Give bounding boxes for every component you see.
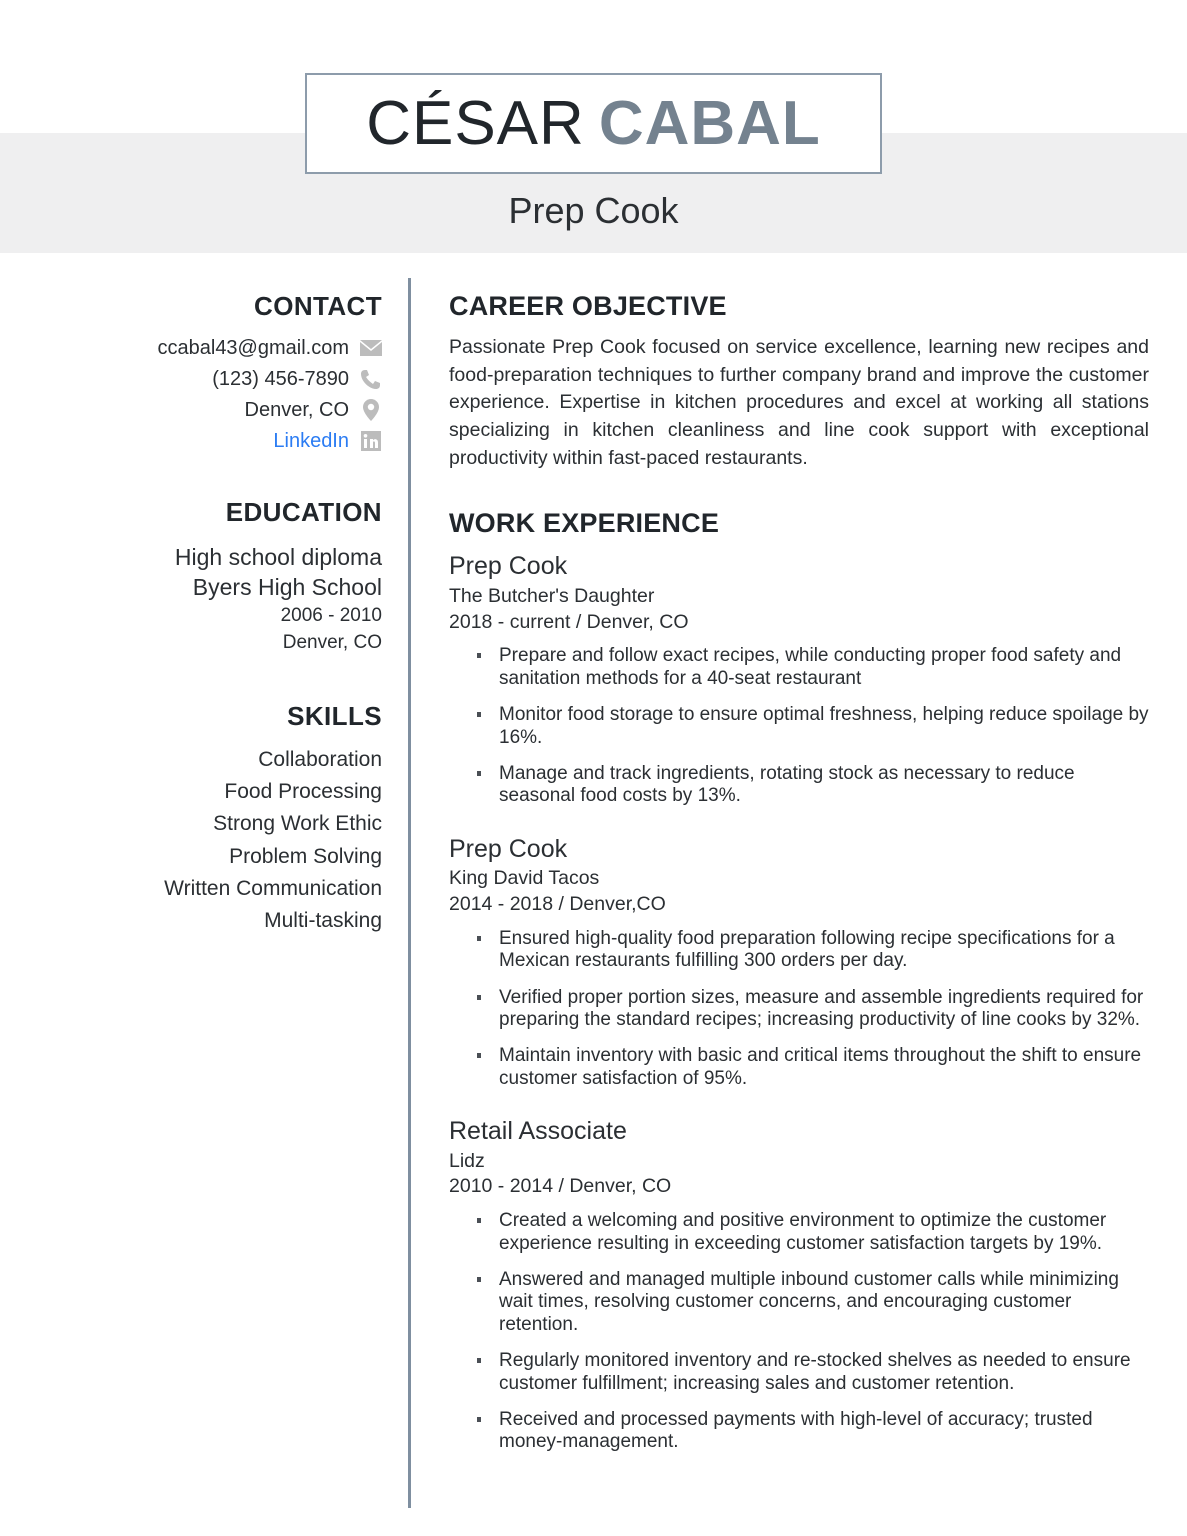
job-entry xyxy=(449,1116,1149,1454)
job-bullet: Regularly monitored inventory and re-stocked shelves as needed to ensure customer fulfillment; increasing sales and customer retention. xyxy=(449,1350,1149,1395)
job-bullet: Maintain inventory with basic and critical items throughout the shift to ensure customer satisfaction of 95%. xyxy=(449,1045,1149,1090)
job-bullet: Manage and track ingredients, rotating stock as necessary to reduce seasonal food costs by 13%. xyxy=(449,763,1149,808)
contact-phone-text: (123) 456-7890 xyxy=(212,368,349,390)
contact-item-location[interactable] xyxy=(0,398,382,422)
phone-icon xyxy=(360,368,382,390)
name-box xyxy=(305,73,882,174)
job-entry xyxy=(449,551,1149,807)
job-bullet: Verified proper portion sizes, measure and assemble ingredients required for preparing the standard recipes; increasing productivity of line cooks by 32%. xyxy=(449,987,1149,1032)
skills-section xyxy=(0,701,382,935)
job-bullet: Received and processed payments with high-level of accuracy; trusted money-management. xyxy=(449,1409,1149,1454)
job-bullet: Created a welcoming and positive environment to optimize the customer experience resulting in exceeding customer satisfaction targets by 19%. xyxy=(449,1210,1149,1255)
skill-item: Multi-tasking xyxy=(264,909,382,933)
education-school: Byers High School xyxy=(192,574,382,601)
main-content xyxy=(449,291,1149,1480)
skill-item: Food Processing xyxy=(224,779,382,803)
job-company: King David Tacos xyxy=(449,867,600,890)
job-dates-location: 2018 - current / Denver, CO xyxy=(449,610,689,633)
education-location: Denver, CO xyxy=(282,631,382,653)
career-objective-heading: CAREER OBJECTIVE xyxy=(449,291,727,321)
education-dates: 2006 - 2010 xyxy=(280,604,382,626)
education-heading: EDUCATION xyxy=(225,497,382,527)
work-experience-section xyxy=(449,508,1149,1453)
job-dates-location: 2014 - 2018 / Denver,CO xyxy=(449,893,666,916)
skill-item: Strong Work Ethic xyxy=(213,812,382,836)
contact-item-linkedin[interactable] xyxy=(0,429,382,453)
last-name: CABAL xyxy=(598,88,821,158)
work-experience-heading: WORK EXPERIENCE xyxy=(449,508,720,539)
career-objective-section xyxy=(449,291,1149,472)
linkedin-icon[interactable] xyxy=(360,430,382,452)
job-bullet-list xyxy=(449,1210,1149,1454)
contact-location-text: Denver, CO xyxy=(244,399,349,421)
job-company: Lidz xyxy=(449,1149,485,1172)
skill-item: Problem Solving xyxy=(229,844,382,868)
job-bullet: Prepare and follow exact recipes, while conducting proper food safety and sanitation methods for a 40-seat restaurant xyxy=(449,645,1149,690)
job-subtitle: Prep Cook xyxy=(508,190,679,231)
job-entry xyxy=(449,834,1149,1090)
skills-heading: SKILLS xyxy=(287,700,382,731)
job-bullet: Answered and managed multiple inbound customer calls while minimizing wait times, resolving customer concerns, and encouraging customer retention. xyxy=(449,1269,1149,1336)
education-degree: High school diploma xyxy=(174,544,382,570)
job-bullet-list xyxy=(449,645,1149,807)
sidebar xyxy=(0,291,382,978)
first-name: CÉSAR xyxy=(366,88,585,158)
contact-heading: CONTACT xyxy=(254,291,382,321)
job-title: Prep Cook xyxy=(449,834,568,863)
job-bullet-list xyxy=(449,928,1149,1090)
job-company: The Butcher's Daughter xyxy=(449,584,655,607)
linkedin-link-text[interactable]: LinkedIn xyxy=(273,430,349,452)
contact-item-email[interactable] xyxy=(0,336,382,360)
envelope-icon xyxy=(360,337,382,359)
page-title xyxy=(366,88,821,158)
job-dates-location: 2010 - 2014 / Denver, CO xyxy=(449,1175,672,1198)
job-title: Retail Associate xyxy=(449,1117,627,1146)
contact-email-text: ccabal43@gmail.com xyxy=(157,337,349,359)
education-section xyxy=(0,497,382,657)
column-divider xyxy=(408,278,411,1508)
contact-item-phone[interactable] xyxy=(0,367,382,391)
job-bullet: Ensured high-quality food preparation following recipe specifications for a Mexican restaurants fulfilling 300 orders per day. xyxy=(449,928,1149,973)
job-bullet: Monitor food storage to ensure optimal freshness, helping reduce spoilage by 16%. xyxy=(449,704,1149,749)
skill-item: Collaboration xyxy=(258,747,382,771)
map-pin-icon xyxy=(360,399,382,421)
skill-item: Written Communication xyxy=(164,876,382,900)
job-title: Prep Cook xyxy=(449,552,568,581)
contact-section xyxy=(0,291,382,453)
career-objective-text: Passionate Prep Cook focused on service excellence, learning new recipes and food-preparation techniques to further company brand and improve the customer experience. Expertise in kitchen procedures and excel at working all stations specializing in kitchen cleanliness and line cook support with exceptional productivity within fast-paced restaurants. xyxy=(449,336,1149,469)
